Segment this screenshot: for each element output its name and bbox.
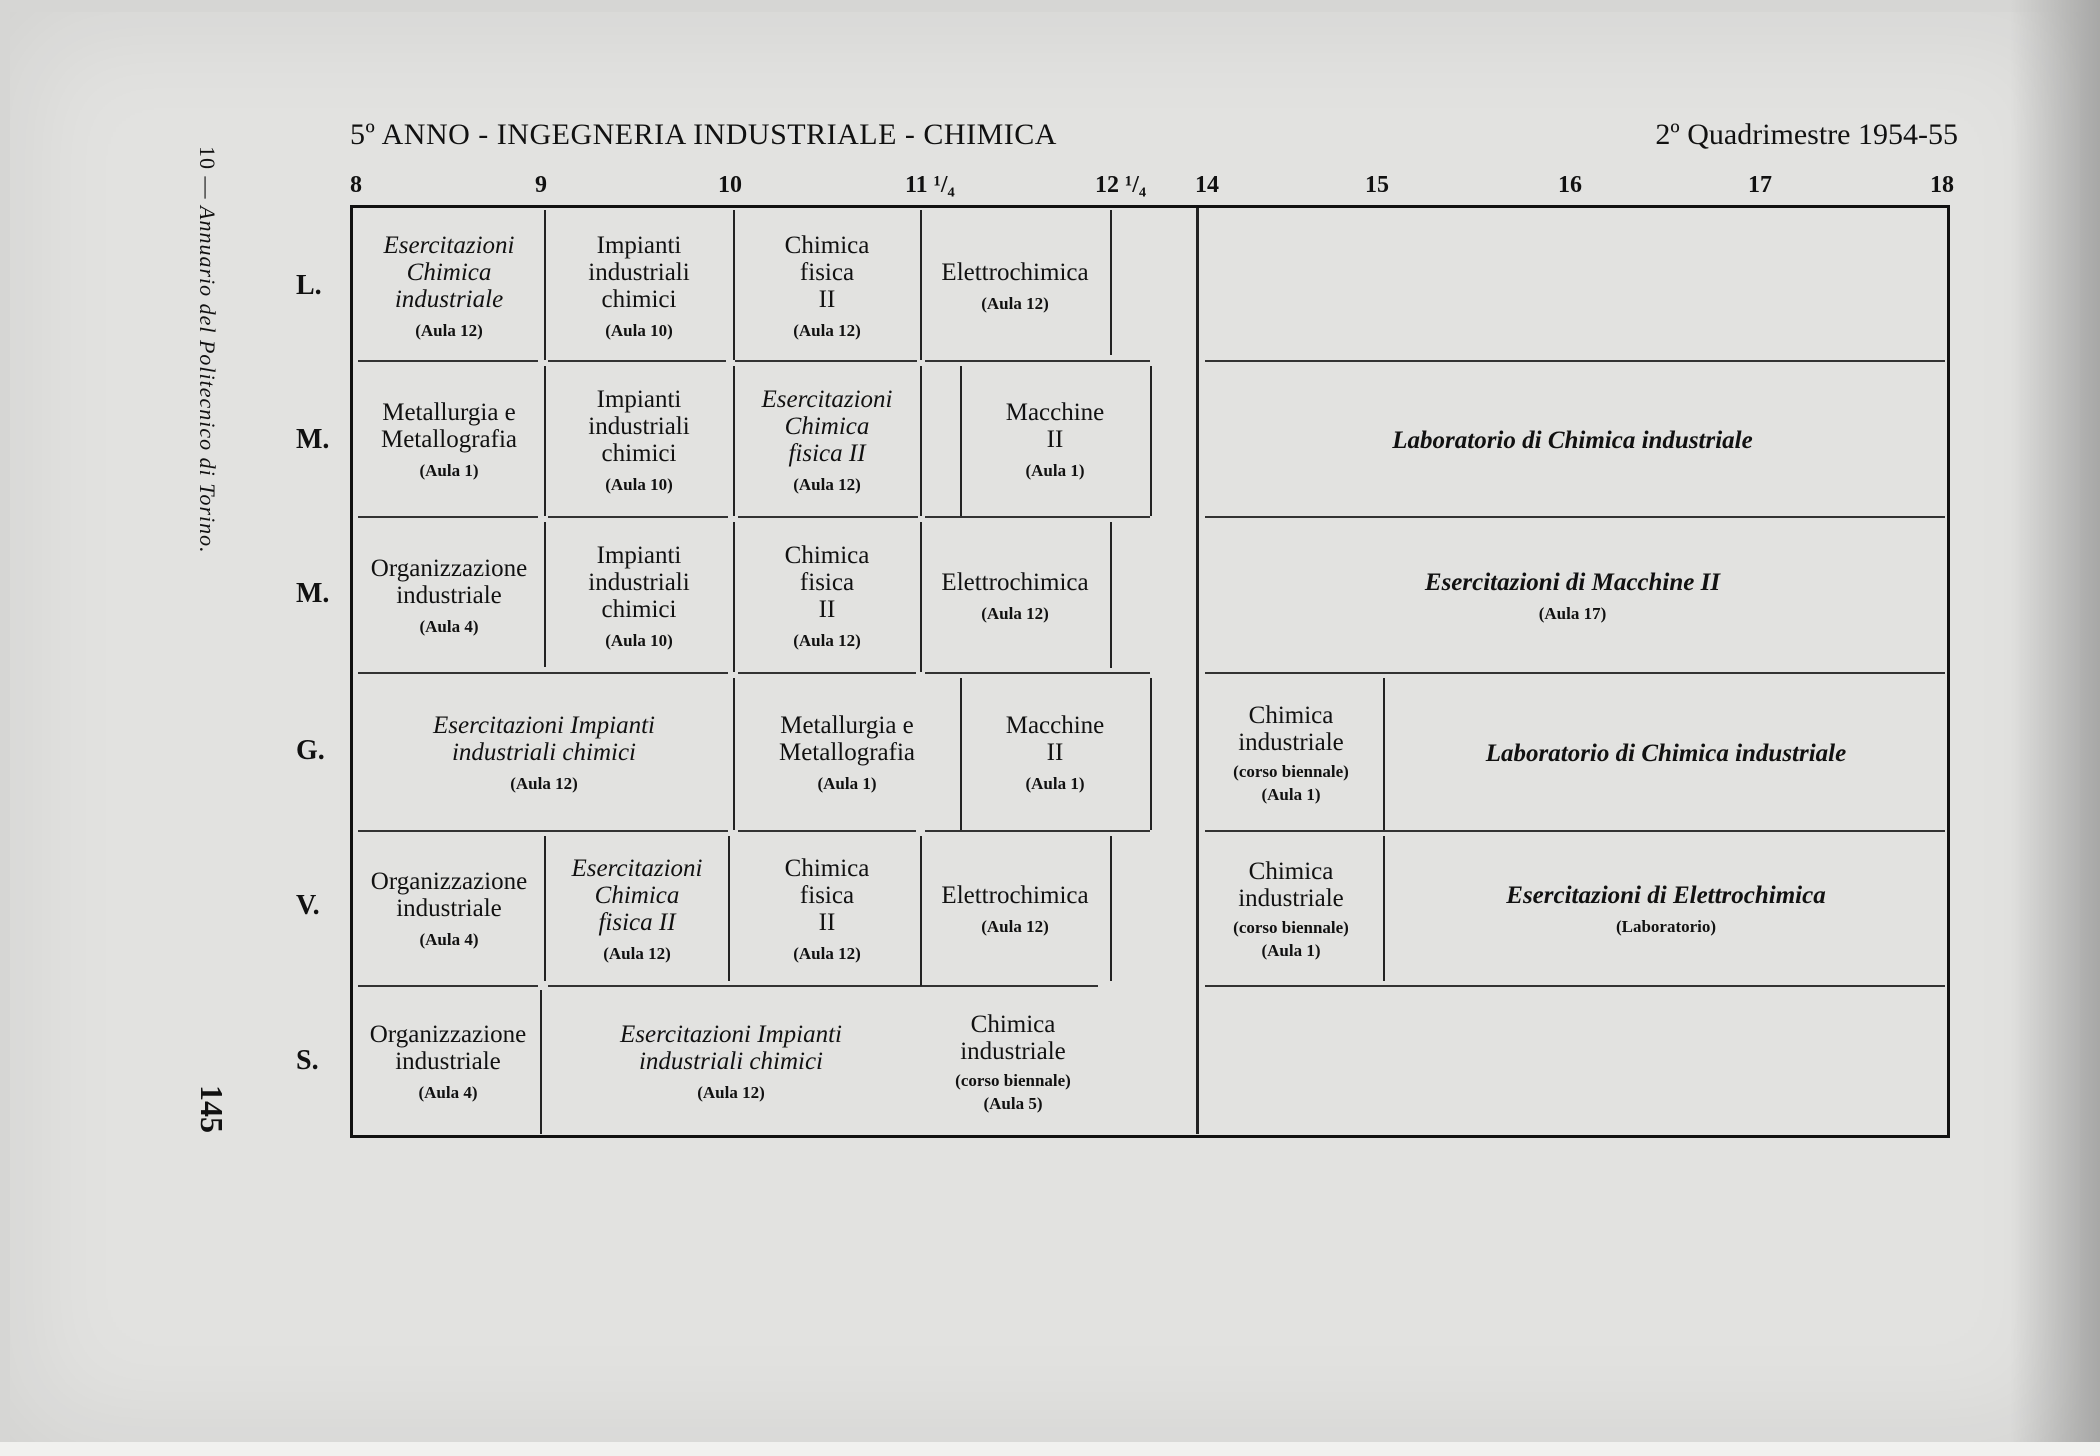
lesson-title: chimici — [601, 285, 677, 313]
lesson-cell — [356, 836, 542, 982]
lesson-title: Impianti — [596, 541, 682, 569]
row-divider — [548, 516, 728, 518]
lesson-cell — [356, 366, 542, 514]
lesson-title: Esercitazioni — [571, 854, 703, 882]
col-divider — [728, 836, 730, 981]
day-label: V. — [296, 890, 320, 921]
room-label: (Aula 4) — [419, 617, 479, 636]
day-label: L. — [296, 270, 322, 301]
lesson-title: industriale — [396, 895, 502, 922]
lesson-title: Esercitazioni — [761, 385, 893, 413]
lesson-title: Laboratorio di Chimica industriale — [1392, 426, 1753, 454]
room-label: (Aula 12) — [793, 630, 861, 650]
lesson-title: industriale — [396, 582, 502, 609]
day-label: M. — [296, 424, 330, 455]
course-note: (corso biennale) — [1233, 917, 1349, 937]
row-divider — [1205, 672, 1945, 674]
room-label: (Aula 1) — [1025, 774, 1085, 793]
room-label: (Aula 4) — [418, 1083, 478, 1102]
day-label: M. — [296, 578, 330, 609]
row-divider — [738, 516, 918, 518]
lesson-title: II — [1046, 739, 1064, 766]
row-divider — [1205, 516, 1945, 518]
row-divider — [548, 360, 726, 362]
lesson-title: Esercitazioni — [383, 231, 515, 259]
lesson-title: industriali — [588, 412, 690, 440]
room-label: (Aula 12) — [793, 474, 861, 494]
lesson-title: II — [818, 908, 836, 936]
lesson-title: industriale — [394, 285, 504, 313]
room-label: (Aula 1) — [1261, 784, 1321, 804]
lesson-cell — [1200, 678, 1382, 828]
room-label: (Aula 12) — [510, 774, 578, 793]
day-label: S. — [296, 1045, 319, 1076]
lesson-cell — [1386, 678, 1946, 828]
row-divider — [738, 672, 916, 674]
row-divider — [1205, 360, 1945, 362]
hour-label: 15 — [1365, 172, 1389, 198]
page-title: 5º ANNO - INGEGNERIA INDUSTRIALE - CHIMICA — [350, 118, 1057, 151]
lesson-title: fisica — [799, 568, 855, 596]
lesson-cell — [962, 678, 1148, 828]
lesson-title: Esercitazioni di Macchine II — [1424, 568, 1721, 596]
room-label: (Aula 4) — [419, 930, 479, 949]
lesson-cell — [735, 836, 919, 982]
room-label: (Aula 12) — [697, 1083, 765, 1102]
lesson-title: fisica II — [598, 908, 676, 936]
page-number: 145 — [194, 1085, 230, 1133]
lesson-title: Chimica — [1248, 701, 1334, 729]
room-label: (Aula 12) — [981, 603, 1049, 623]
lesson-title: Metallografia — [380, 426, 518, 453]
hour-label: 14 — [1195, 172, 1219, 198]
lesson-title: Chimica — [784, 412, 870, 440]
room-label: (Aula 12) — [981, 916, 1049, 936]
lesson-title: Chimica — [406, 258, 492, 286]
lesson-cell — [735, 678, 959, 828]
lesson-title: Chimica — [784, 541, 870, 569]
room-label: (Aula 12) — [793, 943, 861, 963]
lesson-cell — [1200, 366, 1945, 514]
side-title: Annuario del Politecnico di Torino. — [195, 206, 220, 554]
lesson-cell — [1200, 522, 1945, 670]
hour-label: 11 ¹/₄ — [905, 172, 955, 198]
lesson-cell — [735, 215, 919, 357]
running-header-vertical — [180, 146, 220, 666]
room-label: (Aula 1) — [419, 461, 479, 480]
room-label: (Aula 17) — [1538, 603, 1607, 623]
row-divider — [1205, 830, 1945, 832]
lesson-title: industriali chimici — [451, 739, 637, 766]
hour-label: 9 — [535, 172, 547, 198]
lesson-cell — [356, 522, 542, 670]
col-divider — [1383, 836, 1385, 981]
lesson-title: Elettrochimica — [941, 881, 1089, 909]
room-label: (Aula 10) — [605, 630, 673, 650]
lesson-title: II — [818, 285, 836, 313]
room-label: (Aula 1) — [1025, 461, 1085, 480]
hour-label: 10 — [718, 172, 742, 198]
lesson-title: Esercitazioni Impianti — [433, 712, 655, 739]
hour-label: 8 — [350, 172, 362, 198]
lesson-title: chimici — [601, 595, 677, 623]
room-label: (Aula 12) — [415, 320, 483, 340]
row-divider — [738, 830, 916, 832]
lesson-title: Macchine — [1005, 399, 1105, 426]
room-label: (Aula 12) — [603, 943, 671, 963]
room-label: (Aula 12) — [793, 320, 861, 340]
lesson-title: Metallurgia e — [780, 712, 914, 739]
lesson-cell — [922, 836, 1108, 982]
row-divider — [735, 360, 917, 362]
col-divider — [920, 366, 922, 516]
lesson-title: Chimica — [970, 1010, 1056, 1038]
lesson-title: Organizzazione — [369, 1021, 527, 1048]
lesson-title: Esercitazioni Impianti — [620, 1021, 842, 1048]
lesson-cell — [546, 215, 732, 357]
lesson-cell — [735, 522, 919, 670]
semester-label: 2º Quadrimestre 1954-55 — [1655, 118, 1958, 151]
lesson-title: Chimica — [594, 881, 680, 909]
col-divider — [1110, 522, 1112, 668]
col-divider — [1110, 210, 1112, 355]
row-divider — [358, 672, 728, 674]
hour-label: 17 — [1748, 172, 1772, 198]
col-divider — [540, 990, 542, 1134]
room-label: (Aula 10) — [605, 320, 673, 340]
lesson-cell — [962, 366, 1148, 514]
lesson-title: Elettrochimica — [941, 258, 1089, 286]
lesson-title: industriale — [960, 1037, 1066, 1065]
hour-label: 16 — [1558, 172, 1582, 198]
side-prefix: 10 — — [195, 146, 220, 200]
row-divider — [925, 516, 1150, 518]
lesson-title: Chimica — [784, 854, 870, 882]
row-divider — [358, 516, 538, 518]
lesson-title: Organizzazione — [370, 868, 528, 895]
room-label: (Aula 5) — [983, 1093, 1043, 1113]
row-divider — [358, 360, 538, 362]
room-label: (Aula 1) — [817, 774, 877, 793]
lesson-title: Impianti — [596, 385, 682, 413]
lesson-cell — [356, 678, 732, 828]
lesson-cell — [922, 215, 1108, 357]
course-note: (corso biennale) — [1233, 761, 1349, 781]
row-divider — [358, 830, 728, 832]
page-edge — [0, 1442, 2100, 1456]
room-label: (Aula 10) — [605, 474, 673, 494]
hour-label: 18 — [1930, 172, 1954, 198]
lesson-title: II — [1046, 426, 1064, 453]
lesson-cell — [356, 215, 542, 357]
col-divider — [1110, 836, 1112, 981]
hour-label: 12 ¹/₄ — [1095, 172, 1147, 198]
lesson-title: industriale — [1238, 728, 1344, 756]
row-divider — [548, 985, 1098, 987]
lesson-cell — [546, 990, 916, 1134]
room-label: (Aula 12) — [981, 293, 1049, 313]
lesson-title: Elettrochimica — [941, 568, 1089, 596]
row-divider — [925, 672, 1150, 674]
lesson-title: industriali chimici — [638, 1048, 824, 1075]
lesson-title: Organizzazione — [370, 555, 528, 582]
row-divider — [925, 360, 1150, 362]
lesson-cell — [735, 366, 919, 514]
col-divider — [1150, 366, 1152, 516]
lesson-cell — [546, 522, 732, 670]
lesson-cell — [1386, 836, 1946, 982]
lesson-title: fisica II — [788, 439, 866, 467]
page-shadow — [2010, 0, 2100, 1456]
row-divider — [1205, 985, 1945, 987]
lesson-cell — [922, 522, 1108, 670]
lesson-title: Chimica — [1248, 857, 1334, 885]
lesson-cell — [918, 990, 1108, 1134]
lesson-title: industriali — [588, 258, 690, 286]
lesson-title: fisica — [799, 881, 855, 909]
room-label: (Aula 1) — [1261, 940, 1321, 960]
lesson-title: industriale — [395, 1048, 501, 1075]
lesson-title: II — [818, 595, 836, 623]
lesson-title: Esercitazioni di Elettrochimica — [1506, 881, 1826, 909]
day-label: G. — [296, 735, 325, 766]
lesson-title: Laboratorio di Chimica industriale — [1485, 739, 1847, 767]
lunch-divider — [1196, 208, 1199, 1134]
row-divider — [925, 830, 1150, 832]
lesson-title: industriali — [588, 568, 690, 596]
course-note: (corso biennale) — [955, 1070, 1071, 1090]
col-divider — [1383, 678, 1385, 830]
lesson-title: chimici — [601, 439, 677, 467]
lesson-title: Metallografia — [778, 739, 916, 766]
room-label: (Laboratorio) — [1615, 916, 1717, 936]
lesson-title: industriale — [1238, 884, 1344, 912]
lesson-title: Metallurgia e — [382, 399, 516, 426]
lesson-title: Macchine — [1005, 712, 1105, 739]
lesson-cell — [546, 836, 728, 982]
lesson-cell — [546, 366, 732, 514]
lesson-title: Impianti — [596, 231, 682, 259]
row-divider — [358, 985, 538, 987]
lesson-cell — [356, 990, 540, 1134]
lesson-title: Chimica — [784, 231, 870, 259]
lesson-title: fisica — [799, 258, 855, 286]
col-divider — [1150, 678, 1152, 830]
lesson-cell — [1200, 836, 1382, 982]
